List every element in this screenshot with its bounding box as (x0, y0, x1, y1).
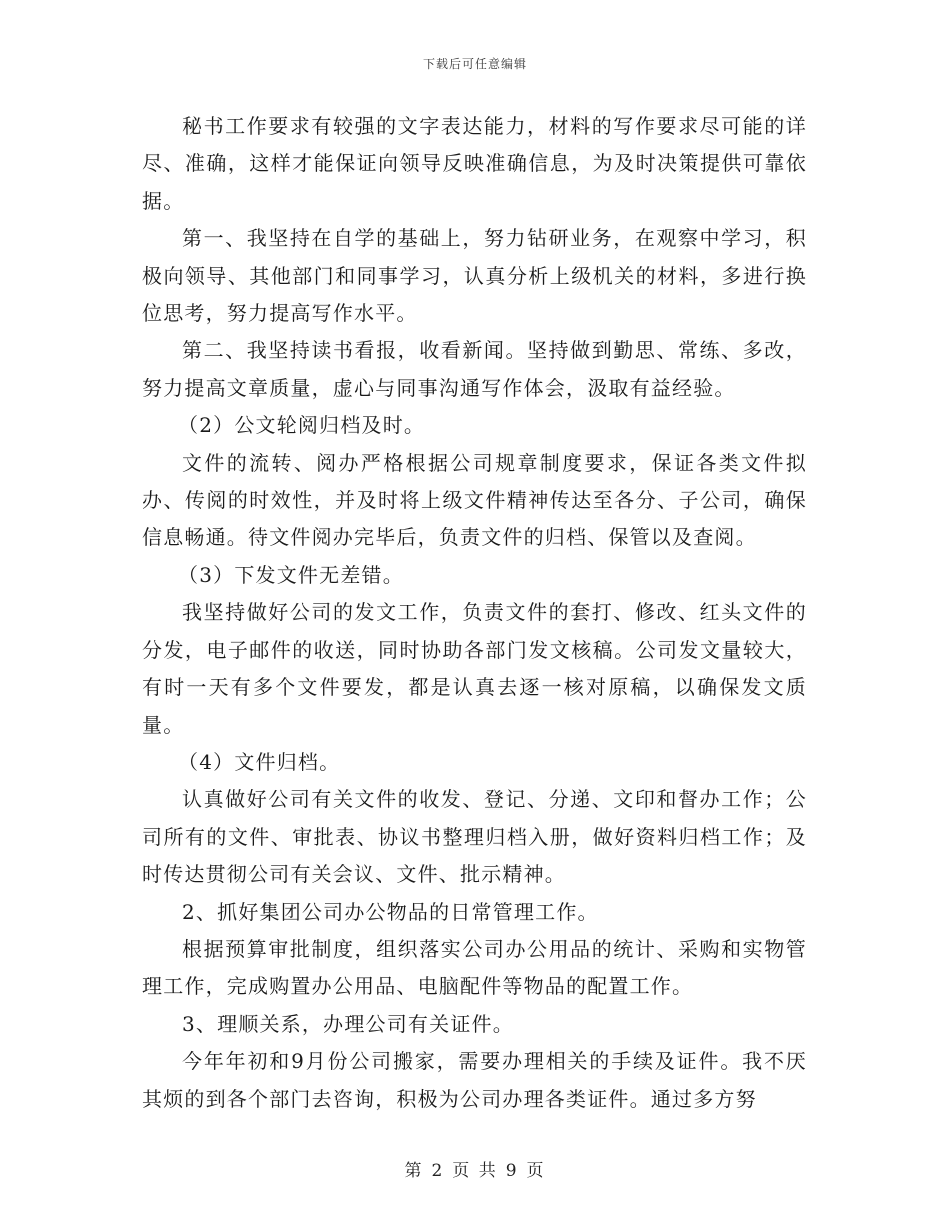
paragraph-document-archiving: 认真做好公司有关文件的收发、登记、分递、文印和督办工作；公司所有的文件、审批表、协议书整理归档入册，做好资料归档工作；及时传达贯彻公司有关会议、文件、批示精神。 (142, 787, 807, 887)
footer-middle: 页 共 (452, 1161, 498, 1181)
heading-office-supplies: 2、抓好集团公司办公物品的日常管理工作。 (182, 899, 599, 924)
paragraph-point-one: 第一、我坚持在自学的基础上，努力钻研业务，在观察中学习，积极向领导、其他部门和同事学习，认真分析上级机关的材料，多进行换位思考，努力提高写作水平。 (142, 226, 807, 326)
paragraph-certificates: 今年年初和9月份公司搬家，需要办理相关的手续及证件。我不厌其烦的到各个部门去咨询，积极为公司办理各类证件。通过多方努 (142, 1049, 807, 1111)
heading-certificates: 3、理顺关系，办理公司有关证件。 (182, 1011, 514, 1036)
paragraph-document-circulation: 文件的流转、阅办严格根据公司规章制度要求，保证各类文件拟办、传阅的时效性，并及时将上级文件精神传达至各分、子公司，确保信息畅通。待文件阅办完毕后，负责文件的归档、保管以及查阅。 (142, 450, 807, 550)
subheading-document-archiving: （4）文件归档。 (178, 749, 341, 774)
footer-total-pages: 9 (505, 1161, 519, 1181)
subheading-document-circulation: （2）公文轮阅归档及时。 (178, 413, 426, 438)
footer-prefix: 第 (404, 1161, 424, 1181)
footer-current-page: 2 (431, 1161, 445, 1181)
document-body (142, 108, 807, 1118)
page-footer (0, 1156, 950, 1181)
paragraph-document-dispatch: 我坚持做好公司的发文工作，负责文件的套打、修改、红头文件的分发，电子邮件的收送，同时协助各部门发文核稿。公司发文量较大，有时一天有多个文件要发，都是认真去逐一核对原稿，以确保发文质量。 (142, 600, 807, 737)
paragraph-point-two: 第二、我坚持读书看报，收看新闻。坚持做到勤思、常练、多改，努力提高文章质量，虚心与同事沟通写作体会，汲取有益经验。 (142, 338, 807, 400)
paragraph-writing-requirements: 秘书工作要求有较强的文字表达能力，材料的写作要求尽可能的详尽、准确，这样才能保证向领导反映准确信息，为及时决策提供可靠依据。 (142, 114, 807, 213)
page-header: 下载后可任意编辑 (422, 57, 527, 71)
footer-suffix: 页 (526, 1161, 546, 1181)
paragraph-office-supplies: 根据预算审批制度，组织落实公司办公用品的统计、采购和实物管理工作，完成购置办公用品、电脑配件等物品的配置工作。 (142, 936, 807, 999)
subheading-document-dispatch: （3）下发文件无差错。 (178, 562, 404, 587)
